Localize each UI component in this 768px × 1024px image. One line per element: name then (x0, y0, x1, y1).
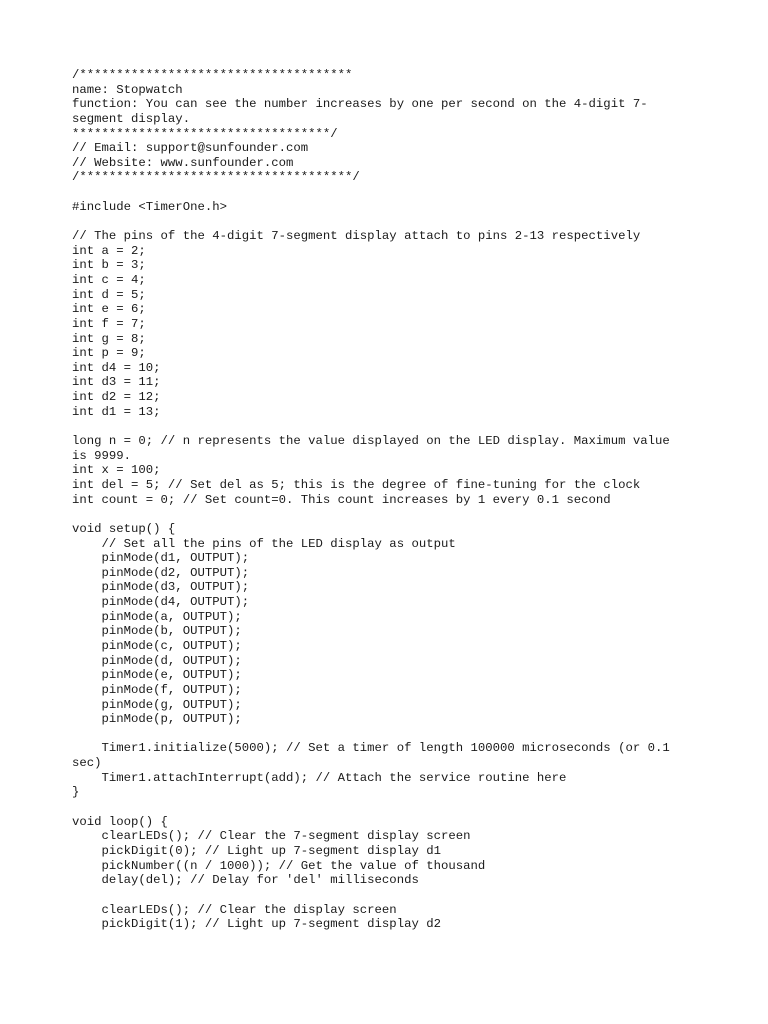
code-line: pickDigit(1); // Light up 7-segment display d2 (72, 917, 441, 932)
code-line (72, 507, 692, 522)
code-line: // Email: support@sunfounder.com (72, 141, 309, 156)
code-line: long n = 0; // n represents the value displayed on the LED display. Maximum value (72, 434, 670, 449)
code-line (72, 419, 692, 434)
code-line: int d1 = 13; (72, 404, 161, 419)
code-line: pinMode(d1, OUTPUT); (72, 551, 250, 566)
code-line: int count = 0; // Set count=0. This count increases by 1 every 0.1 second (72, 492, 611, 507)
code-line: // Website: www.sunfounder.com (72, 155, 294, 170)
code-line: /*************************************/ (72, 170, 360, 185)
code-line: segment display. (72, 111, 191, 126)
code-line: int p = 9; (72, 346, 146, 361)
code-line: int d2 = 12; (72, 390, 161, 405)
code-line: function: You can see the number increases by one per second on the 4-digit 7- (72, 97, 648, 112)
code-line: void loop() { (72, 814, 168, 829)
code-line: /************************************* (72, 68, 353, 82)
code-line: ***********************************/ (72, 126, 338, 141)
code-line: pinMode(p, OUTPUT); (72, 712, 242, 727)
code-line (72, 727, 692, 742)
code-line: sec) (72, 756, 102, 771)
code-line: delay(del); // Delay for 'del' milliseconds (72, 873, 419, 888)
code-line: int b = 3; (72, 258, 146, 273)
code-line: is 9999. (72, 448, 132, 463)
code-line: pinMode(d3, OUTPUT); (72, 580, 250, 595)
code-line: pinMode(e, OUTPUT); (72, 668, 242, 683)
code-line: pickDigit(0); // Light up 7-segment display d1 (72, 843, 441, 858)
code-line: pickNumber((n / 1000)); // Get the value of thousand (72, 858, 486, 873)
code-line (72, 214, 692, 229)
code-line (72, 888, 692, 903)
code-line: int f = 7; (72, 316, 146, 331)
code-line: int g = 8; (72, 331, 146, 346)
code-line: void setup() { (72, 521, 176, 536)
code-line: int d3 = 11; (72, 375, 161, 390)
code-line: pinMode(b, OUTPUT); (72, 624, 242, 639)
code-line: pinMode(f, OUTPUT); (72, 682, 242, 697)
code-line (72, 800, 692, 815)
code-line: name: Stopwatch (72, 82, 183, 97)
code-line: int d = 5; (72, 287, 146, 302)
code-line (72, 185, 692, 200)
code-line: int c = 4; (72, 272, 146, 287)
code-line: pinMode(d4, OUTPUT); (72, 595, 250, 610)
code-line: int a = 2; (72, 243, 146, 258)
code-line: // The pins of the 4-digit 7-segment display attach to pins 2-13 respectively (72, 229, 641, 244)
code-document (72, 68, 692, 932)
code-line: clearLEDs(); // Clear the display screen (72, 902, 397, 917)
code-line: pinMode(g, OUTPUT); (72, 697, 242, 712)
code-line: // Set all the pins of the LED display as output (72, 536, 456, 551)
code-line: Timer1.initialize(5000); // Set a timer of length 100000 microseconds (or 0.1 (72, 741, 670, 756)
code-line: int d4 = 10; (72, 360, 161, 375)
code-line: clearLEDs(); // Clear the 7-segment display screen (72, 829, 471, 844)
code-line: Timer1.attachInterrupt(add); // Attach the service routine here (72, 770, 567, 785)
code-line: pinMode(d, OUTPUT); (72, 653, 242, 668)
code-line: pinMode(d2, OUTPUT); (72, 565, 250, 580)
code-line: } (72, 785, 80, 800)
code-line: #include <TimerOne.h> (72, 199, 227, 214)
code-line: int del = 5; // Set del as 5; this is the degree of fine-tuning for the clock (72, 477, 641, 492)
code-line: int e = 6; (72, 302, 146, 317)
code-line: int x = 100; (72, 463, 161, 478)
code-line: pinMode(c, OUTPUT); (72, 638, 242, 653)
code-line: pinMode(a, OUTPUT); (72, 609, 242, 624)
